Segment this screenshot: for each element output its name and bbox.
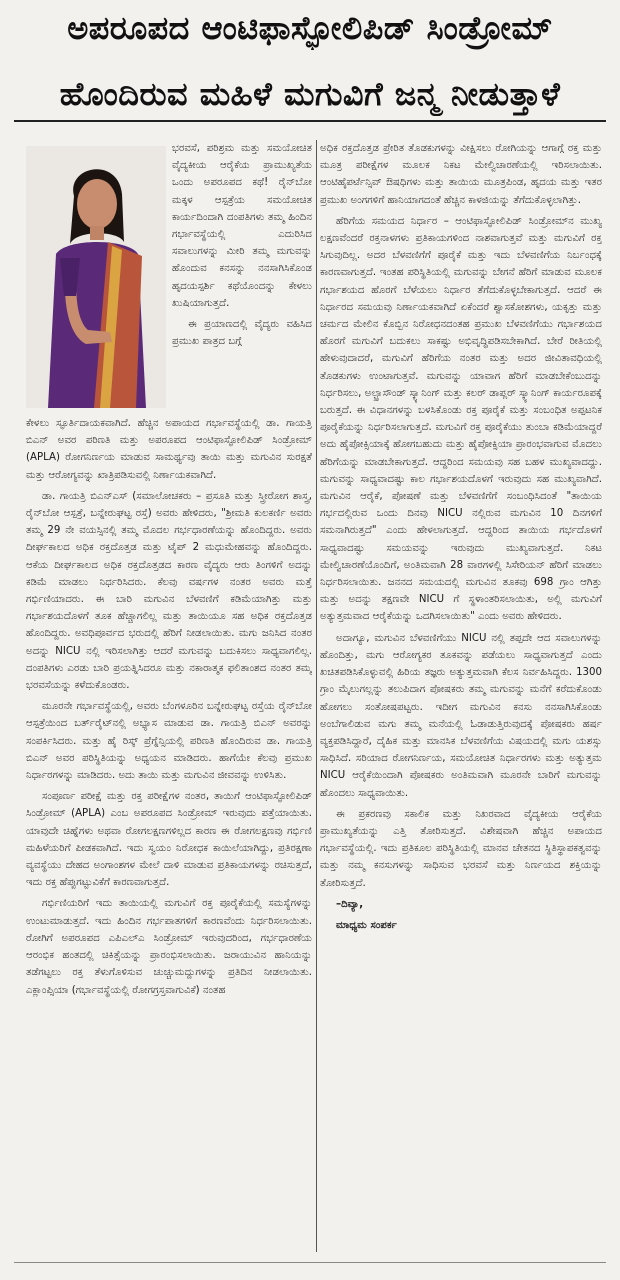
bottom-rule (14, 1262, 606, 1263)
article-paragraph: ಅದಾಗ್ಯೂ, ಮಗುವಿನ ಬೆಳವಣಿಗೆಯು NICU ನಲ್ಲಿ ತಪ್ಪದೇ ಆದ ಸವಾಲುಗಳನ್ನು ಹೊಂದಿತ್ತು, ಮಗು ಆರೋಗ್ಯಕರ ತೂಕವನ್ನು ಪಡೆಯಲು ಸಾಧ್ಯವಾಗುತ್ತದೆ ಎಂದು ಖಚಿತಪಡಿಸಿಕೊಳ್ಳುವಲ್ಲಿ ಹಿರಿಯ ತಜ್ಞರು ಅತ್ಯುತ್ತಮವಾಗಿ ಕೆಲಸ ನಿರ್ವಹಿಸಿದ್ದರು. 1300 ಗ್ರಾಂ ಮೈಲುಗಲ್ಲನ್ನು ತಲುಪಿದಾಗ ಪೋಷಕರು ತಮ್ಮ ಮಗುವನ್ನು ಮನೆಗೆ ಕರೆದುಕೊಂಡು ಹೋಗಲು ಸಂತೋಷಪಟ್ಟರು. ಇದೀಗ ಮಗುವಿನ ಕನಸು ನನಸಾಗಿಸಿಕೊಂಡು ಅಂಬೆಗಾಲಿಡುವ ಮಗು ತಮ್ಮ ಮನೆಯಲ್ಲಿ ಓಡಾಡುತ್ತಿರುವುದಕ್ಕೆ ಪೋಷಕರು ಹರ್ಷ ವ್ಯಕ್ತಪಡಿಸಿದ್ದಾರೆ, ದೈಹಿಕ ಮತ್ತು ಮಾನಸಿಕ ಬೆಳವಣಿಗೆಯ ವಿಷಯದಲ್ಲಿ ಮಗು ಯಶಸ್ಸು ಸಾಧಿಸಿದೆ. ಸರಿಯಾದ ರೋಗನಿರ್ಣಯ, ಸಮಯೋಚಿತ ನಿರ್ಧಾರಗಳು ಮತ್ತು ಅತ್ಯುತ್ತಮ NICU ಆರೈಕೆಯಿಂದಾಗಿ ಪೋಷಕರು ಅಂತಿಮವಾಗಿ ಮೂರನೇ ಬಾರಿಗೆ ಮಗುವನ್ನು ಹೊಂದಲು ಸಾಧ್ಯವಾಯಿತು. (320, 632, 602, 799)
article-paragraph: ಈ ಪ್ರಕರಣವು ಸಕಾಲಿಕ ಮತ್ತು ನಿಖರವಾದ ವೈದ್ಯಕೀಯ ಆರೈಕೆಯ ಪ್ರಾಮುಖ್ಯತೆಯನ್ನು ಎತ್ತಿ ತೋರಿಸುತ್ತದೆ. ವಿಶೇಷವಾಗಿ ಹೆಚ್ಚಿನ ಅಪಾಯದ ಗರ್ಭಾವಸ್ಥೆಯಲ್ಲಿ. ಇದು ಪ್ರತಿಕೂಲ ಪರಿಸ್ಥಿತಿಯಲ್ಲಿ ಮಾನವ ಚೇತನದ ಸ್ಥಿತಿಸ್ಥಾಪಕತ್ವವನ್ನು ಮತ್ತು ನಮ್ಮ ಕನಸುಗಳನ್ನು ಸಾಧಿಸುವ ಭರವಸೆ ಮತ್ತು ನಿರ್ಣಯದ ಶಕ್ತಿಯನ್ನು ತೋರಿಸುತ್ತದೆ. (320, 808, 602, 889)
headline-line-2: ಹೊಂದಿರುವ ಮಹಿಳೆ ಮಗುವಿಗೆ ಜನ್ಮ ನೀಡುತ್ತಾಳೆ (59, 75, 561, 113)
headline-rule (14, 120, 606, 122)
headline-line-1: ಅಪರೂಪದ ಆಂಟಿಫಾಸ್ಫೋಲಿಪಿಡ್ ಸಿಂಡ್ರೋಮ್ (67, 9, 553, 47)
column-divider (316, 140, 317, 1252)
signoff-name: –ದಿವ್ಯಾ, (336, 898, 364, 910)
article-paragraph: ಅಧಿಕ ರಕ್ತದೊತ್ತಡ ಪ್ರೇರಿತ ತೊಡಕುಗಳನ್ನು ವೀಕ್ಷಿಸಲು ರೋಗಿಯನ್ನು ಆಗಾಗ್ಗೆ ರಕ್ತ ಮತ್ತು ಮೂತ್ರ ಪರೀಕ್ಷೆಗಳ ಮೂಲಕ ನಿಕಟ ಮೇಲ್ವಿಚಾರಣೆಯಲ್ಲಿ ಇರಿಸಲಾಯಿತು. ಆಂಟಿಹೈಪರ್ಟೆನ್ಸಿವ್ ಔಷಧಿಗಳು ಮತ್ತು ತಾಯಿಯ ಮೂತ್ರಪಿಂಡ, ಹೃದಯ ಮತ್ತು ಇತರ ಪ್ರಮುಖ ಅಂಗಗಳಿಗೆ ಹಾನಿಯಾಗದಂತೆ ಹೆಚ್ಚಿನ ಕಾಳಜಿಯನ್ನು ತೆಗೆದುಕೊಳ್ಳಲಾಗಿತ್ತು. (320, 143, 602, 206)
article-paragraph: ಕೇಳಲು ಸ್ಫೂರ್ತಿದಾಯಕವಾಗಿದೆ. ಹೆಚ್ಚಿನ ಅಪಾಯದ ಗರ್ಭಾವಸ್ಥೆಯಲ್ಲಿ ಡಾ. ಗಾಯತ್ರಿ ಬಿಎನ್ ಅವರ ಪರಿಣತಿ ಮತ್ತು ಅಪರೂಪದ ಆಂಟಿಫಾಸ್ಫೋಲಿಪಿಡ್ ಸಿಂಡ್ರೋಮ್ (APLA) ರೋಗನಿರ್ಣಯ ಮಾಡುವ ಸಾಮರ್ಥ್ಯವು ತಾಯಿ ಮತ್ತು ಮಗುವಿನ ಸುರಕ್ಷತೆ ಮತ್ತು ಆರೋಗ್ಯವನ್ನು ಖಾತ್ರಿಪಡಿಸುವಲ್ಲಿ ನಿರ್ಣಾಯಕವಾಗಿದೆ. (26, 418, 312, 481)
article-paragraph: ಈ ಪ್ರಯಾಣದಲ್ಲಿ ವೈದ್ಯರು ವಹಿಸಿದ ಪ್ರಮುಖ ಪಾತ್ರದ ಬಗ್ಗೆ (172, 319, 312, 348)
article-paragraph: ಭರವಸೆ, ಪರಿಶ್ರಮ ಮತ್ತು ಸಮಯೋಚಿತ ವೈದ್ಯಕೀಯ ಆರೈಕೆಯ ಪ್ರಾಮುಖ್ಯತೆಯ ಒಂದು ಅಪರೂಪದ ಕಥೆ! ರೈನ್‌ಬೋ ಮಕ್ಕಳ ಆಸ್ಪತ್ರೆಯ ಸಮಯೋಚಿತ ಕಾರ್ಯದಿಂದಾಗಿ ದಂಪತಿಗಳು ತಮ್ಮ ಹಿಂದಿನ ಗರ್ಭಾವಸ್ಥೆಯಲ್ಲಿ ಎದುರಿಸಿದ ಸವಾಲುಗಳನ್ನು ಮೀರಿ ತಮ್ಮ ಮಗುವನ್ನು ಹೊಂದುವ ಕನಸನ್ನು ನನಸಾಗಿಸಿಕೊಂಡ ಹೃದಯಸ್ಪರ್ಶಿ ಕಥೆಯೊಂದನ್ನು ಕೇಳಲು ಖುಷಿಯಾಗುತ್ತದೆ. (172, 143, 312, 309)
article-paragraph: ಸಂಪೂರ್ಣ ಪರೀಕ್ಷೆ ಮತ್ತು ರಕ್ತ ಪರೀಕ್ಷೆಗಳ ನಂತರ, ತಾಯಿಗೆ ಆಂಟಿಫಾಸ್ಫೋಲಿಪಿಡ್ ಸಿಂಡ್ರೋಮ್ (APLA) ಎಂಬ ಅಪರೂಪದ ಸಿಂಡ್ರೋಮ್ ಇರುವುದು ಪತ್ತೆಯಾಯಿತು. ಯಾವುದೇ ಚಿಹ್ನೆಗಳು ಅಥವಾ ರೋಗಲಕ್ಷಣಗಳಿಲ್ಲದ ಕಾರಣ ಈ ರೋಗಲಕ್ಷಣವು ಗರ್ಭಿಣಿ ಮಹಿಳೆಯರಿಗೆ ಪೀಡಕವಾಗಿದೆ. ಇದು ಸ್ವಯಂ ನಿರೋಧಕ ಕಾಯಿಲೆಯಾಗಿದ್ದು, ಪ್ರತಿರಕ್ಷಣಾ ವ್ಯವಸ್ಥೆಯು ದೇಹದ ಅಂಗಾಂಶಗಳ ಮೇಲೆ ದಾಳಿ ಮಾಡುವ ಪ್ರತಿಕಾಯಗಳನ್ನು ರಚಿಸುತ್ತದೆ, ಇದು ರಕ್ತ ಹೆಪ್ಪುಗಟ್ಟುವಿಕೆಗೆ ಕಾರಣವಾಗುತ್ತದೆ. (26, 791, 312, 889)
article-column-2 (320, 140, 602, 1250)
article-column-1-bottom (26, 415, 312, 1251)
doctor-photo (26, 146, 166, 408)
article-column-1-top (172, 140, 312, 415)
article-paragraph: ಹೆರಿಗೆಯ ಸಮಯದ ನಿರ್ಧಾರ – ಆಂಟಿಫಾಸ್ಫೋಲಿಪಿಡ್ ಸಿಂಡ್ರೋಮ್‌ನ ಮುಖ್ಯ ಲಕ್ಷಣವೆಂದರೆ ರಕ್ತನಾಳಗಳು ಪ್ರತಿಕಾಯಗಳಿಂದ ನಾಶವಾಗುತ್ತವೆ ಮತ್ತು ಮಗುವಿಗೆ ರಕ್ತ ಸಿಗುವುದಿಲ್ಲ. ಅದರ ಬೆಳವಣಿಗೆಗೆ ಪೂರೈಕೆ ಮತ್ತು ಇದು ಬೆಳವಣಿಗೆಯ ನಿರ್ಬಂಧಕ್ಕೆ ಕಾರಣವಾಗುತ್ತದೆ. ಇಂತಹ ಪರಿಸ್ಥಿತಿಯಲ್ಲಿ ಮಗುವನ್ನು ಬೇಗನೆ ಹೆರಿಗೆ ಮಾಡುವ ಮೂಲಕ ಗರ್ಭಾಶಯದ ಹೊರಗೆ ಬೆಳೆಯಲು ನಿರ್ಧಾರ ತೆಗೆದುಕೊಳ್ಳಬೇಕಾಗುತ್ತದೆ. ಆದರೆ ಈ ನಿರ್ಧಾರದ ಸಮಯವು ನಿರ್ಣಾಯಕವಾಗಿದೆ ಏಕೆಂದರೆ ಶ್ವಾಸಕೋಶಗಳು, ಯಕೃತ್ತು ಮತ್ತು ಚರ್ಮದ ಮೇಲಿನ ಕೊಬ್ಬಿನ ನಿರೋಧನದಂತಹ ಪ್ರಮುಖ ಬೆಳವಣಿಗೆಯು ಗರ್ಭಾಶಯದ ಹೊರಗೆ ಮಗುವಿಗೆ ಬದುಕಲು ಸಾಕಷ್ಟು ಅಭಿವೃದ್ಧಿಪಡಿಸಬೇಕಾಗಿದೆ. ಬೇರೆ ರೀತಿಯಲ್ಲಿ ಹೇಳುವುದಾದರೆ, ಮಗುವಿಗೆ ಹೆರಿಗೆಯ ನಂತರ ಮತ್ತು ಅದರ ಜೀವಿತಾವಧಿಯಲ್ಲಿ ತೊಡಕುಗಳು ಉಂಟಾಗುತ್ತವೆ. ಮಗುವನ್ನು ಯಾವಾಗ ಹೆರಿಗೆ ಮಾಡಬೇಕೆಂಬುದನ್ನು ನಿರ್ಧರಿಸಲು, ಅಲ್ಟ್ರಾಸೌಂಡ್ ಸ್ಕ್ಯಾನಿಂಗ್ ಮತ್ತು ಕಲರ್ ಡಾಪ್ಲರ್ ಸ್ಕ್ಯಾನಿಂಗ್ ಕಾರ್ಯರೂಪಕ್ಕೆ ಬರುತ್ತದೆ. ಈ ವಿಧಾನಗಳನ್ನು ಬಳಸಿಕೊಂಡು ರಕ್ತ ಪೂರೈಕೆ ಮತ್ತು ಸಂಬಂಧಿತ ಅಪ್ಪಟನಿಕ ಪೂರೈಕೆಯನ್ನು ನಿರ್ಧರಿಸಲಾಗುತ್ತದೆ. ಮಗುವಿಗೆ ರಕ್ತ ಪೂರೈಕೆಯು ತುಂಬಾ ಕಡಿಮೆಯಾದ್ದರೆ ಅದು ಹೈಪೋಕ್ಸಿಯಾಕ್ಕೆ ಹೋಗಬಹುದು ಮತ್ತು ಹೈಪೋಕ್ಸಿಯಾ ಪ್ರಾರಂಭವಾಗುವ ಮೊದಲು ಹೆರಿಗೆಯನ್ನು ಮಾಡಬೇಕಾಗುತ್ತದೆ. ಆದ್ದರಿಂದ ಸಮಯವು ಸಹ ಬಹಳ ಮುಖ್ಯವಾದದ್ದು. ಮಗುವನ್ನು ಸಾಧ್ಯವಾದಷ್ಟು ಕಾಲ ಗರ್ಭಾಶಯದೊಳಗೆ ಇರುವುದು ಸಹ ಮುಖ್ಯವಾಗಿದೆ. ಮಗುವಿನ ಆರೈಕೆ, ಪೋಷಣೆ ಮತ್ತು ಬೆಳವಣಿಗೆಗೆ ಸಂಬಂಧಿಸಿದಂತೆ "ತಾಯಿಯ ಗರ್ಭದಲ್ಲಿರುವ ಒಂದು ದಿನವು NICU ನಲ್ಲಿರುವ ಮಗುವಿನ 10 ದಿನಗಳಿಗೆ ಸಮನಾಗಿರುತ್ತದೆ" ಎಂದು ಹೇಳಲಾಗುತ್ತದೆ. ಆದ್ದರಿಂದ ತಾಯಿಯ ಗರ್ಭದೊಳಗೆ ಸಾಧ್ಯವಾದಷ್ಟು ಸಮಯವನ್ನು ಇರುವುದು ಮುಖ್ಯವಾಗುತ್ತದೆ. ನಿಕಟ ಮೇಲ್ವಿಚಾರಣೆಯೊಂದಿಗೆ, ಅಂತಿಮವಾಗಿ 28 ವಾರಗಳಲ್ಲಿ ಸಿಸೇರಿಯನ್ ಹೆರಿಗೆ ಮಾಡಲು ನಿರ್ಧರಿಸಲಾಯಿತು. ಜನನದ ಸಮಯದಲ್ಲಿ ಮಗುವಿನ ತೂಕವು 698 ಗ್ರಾಂ ಆಗಿತ್ತು ಮತ್ತು ಅದನ್ನು ತಕ್ಷಣವೇ NICU ಗೆ ಸ್ಥಳಾಂತರಿಸಲಾಯಿತು, ಅಲ್ಲಿ ಮಗುವಿಗೆ ಅತ್ಯುತ್ತಮವಾದ ಆರೈಕೆಯನ್ನು ಒದಗಿಸಲಾಯಿತು" ಎಂದು ಅವರು ಹೇಳಿದರು. (320, 215, 602, 623)
article-paragraph: ಮೂರನೇ ಗರ್ಭಾವಸ್ಥೆಯಲ್ಲಿ, ಅವರು ಬೆಂಗಳೂರಿನ ಬನ್ನೇರುಘಟ್ಟ ರಸ್ತೆಯ ರೈನ್‌ಬೋ ಆಸ್ಪತ್ರೆಯಿಂದ ಬರ್ತ್‌ರೈಟ್‌ನಲ್ಲಿ ಅಭ್ಯಾಸ ಮಾಡುವ ಡಾ. ಗಾಯತ್ರಿ ಬಿಎನ್ ಅವರನ್ನು ಸಂಪರ್ಕಿಸಿದರು. ಮತ್ತು ಹೈ ರಿಸ್ಕ್ ಪ್ರೆಗ್ನೆನ್ಸಿಯಲ್ಲಿ ಪರಿಣತಿ ಹೊಂದಿರುವ ಡಾ. ಗಾಯತ್ರಿ ಬಿಎನ್ ಅವರ ಪರಿಸ್ಥಿತಿಯನ್ನು ಅಧ್ಯಯನ ಮಾಡಿದರು. ಹಾಗೆಯೇ ಕೆಲವು ಪ್ರಮುಖ ನಿರ್ಧಾರಗಳನ್ನು ಮಾಡಿದರು. ಅದು ತಾಯಿ ಮತ್ತು ಮಗುವಿನ ಜೀವವನ್ನು ಉಳಿಸಿತು. (26, 701, 312, 782)
article-paragraph: ಗರ್ಭಿಣಿಯರಿಗೆ ಇದು ತಾಯಿಯಲ್ಲಿ ಮಗುವಿಗೆ ರಕ್ತ ಪೂರೈಕೆಯಲ್ಲಿ ಸಮಸ್ಯೆಗಳನ್ನು ಉಂಟುಮಾಡುತ್ತದೆ. ಇದು ಹಿಂದಿನ ಗರ್ಭಪಾತಗಳಿಗೆ ಕಾರಣವೆಂದು ನಿರ್ಧರಿಸಲಾಯಿತು. ರೋಗಿಗೆ ಅಪರೂಪದ ಎಪಿಎಲ್‌ಎ ಸಿಂಡ್ರೋಮ್ ಇರುವುದರಿಂದ, ಗರ್ಭಧಾರಣೆಯ ಆರಂಭಿಕ ಹಂತದಲ್ಲಿ ಚಿಕಿತ್ಸೆಯನ್ನು ಪ್ರಾರಂಭಿಸಲಾಯಿತು. ಜರಾಯುವಿನ ಹಾನಿಯನ್ನು ತಡೆಗಟ್ಟಲು ರಕ್ತ ತೆಳುಗೊಳಿಸುವ ಚುಚ್ಚುಮದ್ದುಗಳನ್ನು ಪ್ರತಿದಿನ ನೀಡಲಾಯಿತು. ಎಕ್ಲಾಂಪ್ಸಿಯಾ (ಗರ್ಭಾವಸ್ಥೆಯಲ್ಲಿ ರೋಗಗ್ರಸ್ತವಾಗುವಿಕೆ) ನಂತಹ (26, 898, 312, 996)
article-paragraph: ಡಾ. ಗಾಯತ್ರಿ ಬಿಎನ್‌ಎಸ್ (ಸಮಾಲೋಚಕರು – ಪ್ರಸೂತಿ ಮತ್ತು ಸ್ತ್ರೀರೋಗ ಶಾಸ್ತ್ರ, ರೈನ್‌ಬೋ ಆಸ್ಪತ್ರೆ, ಬನ್ನೇರುಘಟ್ಟ ರಸ್ತೆ) ಅವರು ಹೇಳಿದರು, "ಶ್ರೀಮತಿ ಕುಲಕರ್ಣಿ ಅವರು ತಮ್ಮ 29 ನೇ ವಯಸ್ಸಿನಲ್ಲಿ ತಮ್ಮ ಮೊದಲ ಗರ್ಭಧಾರಣೆಯನ್ನು ಹೊಂದಿದ್ದರು. ಅವರು ದೀರ್ಘಕಾಲದ ಅಧಿಕ ರಕ್ತದೊತ್ತಡ ಮತ್ತು ಟೈಪ್ 2 ಮಧುಮೇಹವನ್ನು ಹೊಂದಿದ್ದರು. ಆಕೆಯ ದೀರ್ಘಕಾಲದ ಅಧಿಕ ರಕ್ತದೊತ್ತಡದ ಕಾರಣ ವೈದ್ಯರು ಆರು ತಿಂಗಳಿಗೆ ಅದನ್ನು ಕಡಿಮೆ ಮಾಡಲು ನಿರ್ಧರಿಸಿದರು. ಕೆಲವು ವರ್ಷಗಳ ನಂತರ ಅವರು ಮತ್ತೆ ಗರ್ಭಿಣಿಯಾದರು. ಈ ಬಾರಿ ಮಗುವಿನ ಬೆಳವಣಿಗೆ ಕಡಿಮೆಯಾಗಿತ್ತು ಮತ್ತು ಗರ್ಭಾಶಯದೊಳಗೆ ತೂಕ ಹೆಚ್ಚಾಗಲಿಲ್ಲ ಮತ್ತು ತಾಯಿಯೂ ಸಹ ಅಧಿಕ ರಕ್ತದೊತ್ತಡ ಹೊಂದಿದ್ದರು. ಅವಧಿಪೂರ್ವದ ಭರುದಲ್ಲಿ ಹೆರಿಗೆ ನೀಡಲಾಯಿತು. ಮಗು ಜನಿಸಿದ ನಂತರ ಅದನ್ನು NICU ನಲ್ಲಿ ಇರಿಸಲಾಗಿತ್ತು ಆದರೆ ಮಗುವನ್ನು ಬದುಕಿಸಲು ಸಾಧ್ಯವಾಗಲಿಲ್ಲ. ದಂಪತಿಗಳು ಎರಡು ಬಾರಿ ಪ್ರಯತ್ನಿಸಿದರೂ ಮತ್ತು ನಕಾರಾತ್ಮಕ ಫಲಿತಾಂಶದ ನಂತರ ತಮ್ಮ ಭರವಸೆಯನ್ನು ಕಳೆದುಕೊಂಡರು. (26, 490, 312, 692)
signoff-source: ಮಾಧ್ಯಮ ಸಂಪರ್ಕ (336, 919, 397, 931)
